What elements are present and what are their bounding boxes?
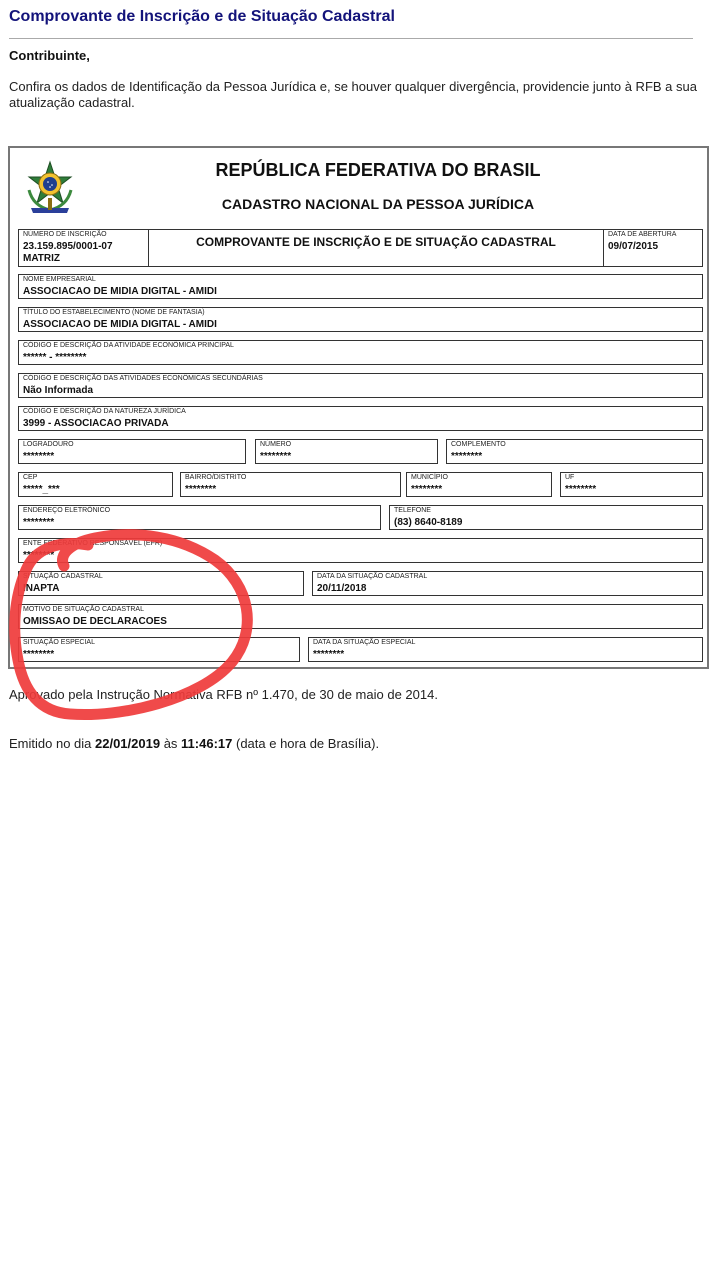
field-value: ******** [23, 517, 55, 528]
field-value: 20/11/2018 [317, 583, 367, 594]
field-label: DATA DA SITUAÇÃO ESPECIAL [313, 639, 416, 646]
situacao-especial-box [18, 637, 300, 662]
field-label: TÍTULO DO ESTABELECIMENTO (NOME DE FANTASIA) [23, 309, 205, 316]
complemento-box [446, 439, 703, 464]
data-situacao-especial-box [308, 637, 703, 662]
field-label: BAIRRO/DISTRITO [185, 474, 247, 481]
titulo-estabelecimento-box [18, 307, 703, 332]
field-label: CEP [23, 474, 38, 481]
numero-box [255, 439, 438, 464]
field-value: 3999 - ASSOCIACAO PRIVADA [23, 418, 169, 429]
field-value: *****_*** [23, 484, 60, 495]
field-label: NÚMERO [260, 441, 292, 448]
field-value: ******** [23, 550, 55, 561]
emission-time: 11:46:17 [181, 736, 233, 751]
cep-box [18, 472, 173, 497]
field-value: ******** [23, 649, 55, 660]
atividade-principal-box [18, 340, 703, 365]
numero-inscricao-box [18, 229, 149, 267]
field-value: ******** [411, 484, 443, 495]
field-label: DATA DA SITUAÇÃO CADASTRAL [317, 573, 428, 580]
bairro-box [180, 472, 401, 497]
field-label: ENDEREÇO ELETRÔNICO [23, 507, 111, 514]
telefone-box [389, 505, 703, 530]
field-label: NÚMERO DE INSCRIÇÃO [23, 231, 107, 238]
document-title-box [148, 229, 604, 267]
field-value: (83) 8640-8189 [394, 517, 463, 528]
nome-empresarial-box [18, 274, 703, 299]
field-label: MOTIVO DE SITUAÇÃO CADASTRAL [23, 606, 144, 613]
field-label: UF [565, 474, 575, 481]
uf-box [560, 472, 703, 497]
field-value: ******** [313, 649, 345, 660]
field-label: NOME EMPRESARIAL [23, 276, 96, 283]
page-title: Comprovante de Inscrição e de Situação Cadastral [9, 8, 395, 25]
data-abertura-box [603, 229, 703, 267]
natureza-juridica-box [18, 406, 703, 431]
intro-text: Confira os dados de Identificação da Pessoa Jurídica e, se houver qualquer divergência, providencie junto à RFB a sua atualização cadastral. [9, 79, 697, 110]
field-label: LOGRADOURO [23, 441, 74, 448]
field-value: 09/07/2015 [608, 241, 659, 252]
emission-mid: às [160, 736, 182, 751]
field-value: ASSOCIACAO DE MIDIA DIGITAL - AMIDI [23, 319, 217, 330]
field-label: SITUAÇÃO ESPECIAL [23, 639, 95, 646]
emission-date: 22/01/2019 [95, 736, 161, 751]
field-value: ****** - ******** [23, 352, 87, 363]
field-label: CÓDIGO E DESCRIÇÃO DAS ATIVIDADES ECONÔMICAS SECUNDÁRIAS [23, 375, 263, 382]
field-value: ******** [260, 451, 292, 462]
field-label: ENTE FEDERATIVO RESPONSÁVEL (EFR) [23, 540, 163, 547]
emission-suffix: (data e hora de Brasília). [232, 736, 380, 751]
field-label: SITUAÇÃO CADASTRAL [23, 573, 103, 580]
field-value: 23.159.895/0001-07 [23, 241, 113, 252]
email-box [18, 505, 381, 530]
field-label: MUNICÍPIO [411, 474, 448, 481]
field-label: CÓDIGO E DESCRIÇÃO DA NATUREZA JURÍDICA [23, 408, 186, 415]
field-label: DATA DE ABERTURA [608, 231, 677, 238]
approval-text: Aprovado pela Instrução Normativa RFB nº 1.470, de 30 de maio de 2014. [9, 687, 438, 702]
efr-box [18, 538, 703, 563]
emission-prefix: Emitido no dia [9, 736, 95, 751]
field-value: ASSOCIACAO DE MIDIA DIGITAL - AMIDI [23, 286, 217, 297]
contribuinte-label: Contribuinte, [9, 48, 90, 63]
field-value: Não Informada [23, 385, 94, 396]
field-value: INAPTA [23, 583, 60, 594]
document-title: COMPROVANTE DE INSCRIÇÃO E DE SITUAÇÃO CADASTRAL [196, 235, 556, 249]
data-situacao-cadastral-box [312, 571, 703, 596]
logradouro-box [18, 439, 246, 464]
field-label: CÓDIGO E DESCRIÇÃO DA ATIVIDADE ECONÔMICA PRINCIPAL [23, 342, 234, 349]
field-label: TELEFONE [394, 507, 431, 514]
field-value: ******** [565, 484, 597, 495]
republic-heading: REPÚBLICA FEDERATIVA DO BRASIL [215, 160, 541, 180]
motivo-situacao-box [18, 604, 703, 629]
situacao-cadastral-box [18, 571, 304, 596]
registry-heading: CADASTRO NACIONAL DA PESSOA JURÍDICA [221, 196, 535, 212]
field-value: ******** [185, 484, 217, 495]
field-value: OMISSAO DE DECLARACOES [23, 616, 167, 627]
field-label: COMPLEMENTO [451, 441, 506, 448]
atividades-secundarias-box [18, 373, 703, 398]
municipio-box [406, 472, 552, 497]
header-divider [9, 38, 693, 39]
emission-text [9, 736, 379, 751]
field-value: ******** [23, 451, 55, 462]
field-value: ******** [451, 451, 483, 462]
cnpj-certificate-card [8, 146, 709, 669]
field-value-secondary: MATRIZ [23, 253, 61, 264]
